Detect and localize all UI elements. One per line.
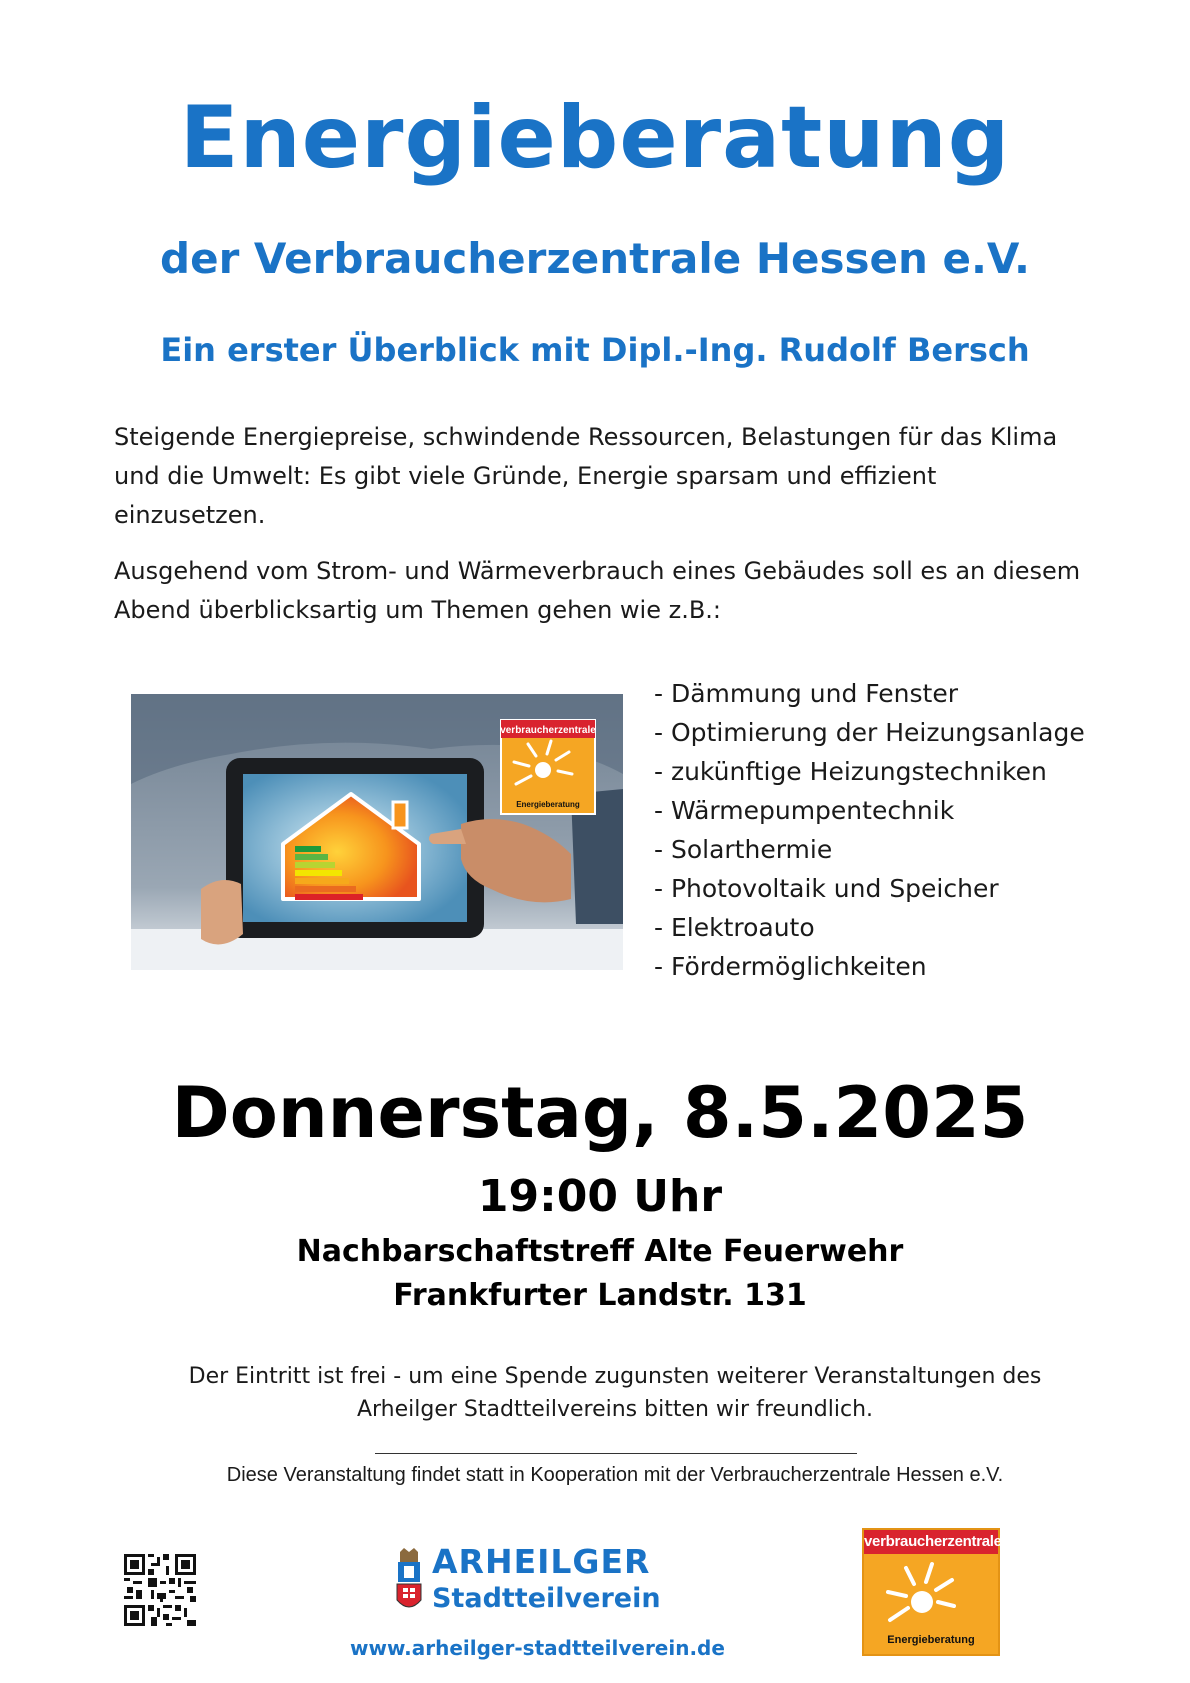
club-website-link[interactable]: www.arheilger-stadtteilverein.de xyxy=(350,1636,725,1660)
intro-paragraph-1: Steigende Energiepreise, schwindende Ressourcen, Belastungen für das Klima und die Umwelt: Es gibt viele Gründe, Energie sparsam und effizient einzusetzen. xyxy=(114,423,1058,529)
topic-list xyxy=(654,674,1085,986)
admission-note-line-2: Arheilger Stadtteilvereins bitten wir freundlich. xyxy=(356,1397,874,1422)
crest-graphic xyxy=(394,1548,424,1614)
topic-item: - Optimierung der Heizungsanlage xyxy=(654,718,1085,747)
verbraucherzentrale-logo xyxy=(862,1528,1000,1656)
topic-item: - Elektroauto xyxy=(654,913,815,942)
page-subtitle: der Verbraucherzentrale Hessen e.V. xyxy=(160,234,1030,283)
vz-badge-small xyxy=(500,720,596,814)
badge-top-text: verbraucherzentrale xyxy=(500,725,596,736)
page-title: Energieberatung xyxy=(179,88,1011,188)
intro-paragraph-2: Ausgehend vom Strom- und Wärmeverbrauch eines Gebäudes soll es an diesem Abend überblicksartig um Themen gehen wie z.B.: xyxy=(114,557,1081,624)
badge-bottom-text: Energieberatung xyxy=(516,800,580,809)
page-tagline: Ein erster Überblick mit Dipl.-Ing. Rudolf Bersch xyxy=(160,331,1030,369)
arheilgen-crest-icon xyxy=(394,1548,424,1614)
vz-logo-top-text: verbraucherzentrale xyxy=(864,1530,998,1554)
topic-item: - Dämmung und Fenster xyxy=(654,679,958,708)
topic-item: - Fördermöglichkeiten xyxy=(654,952,927,981)
qr-code-icon[interactable] xyxy=(124,1554,196,1626)
vz-logo-bottom-text: Energieberatung xyxy=(887,1634,975,1646)
admission-note-line-1: Der Eintritt ist frei - um eine Spende zugunsten weiterer Veranstaltungen des xyxy=(188,1364,1042,1389)
sun-icon xyxy=(886,1560,956,1630)
club-name-subline: Stadtteilverein xyxy=(432,1583,661,1614)
tablet-house-photo xyxy=(131,694,623,970)
topic-item: - Solarthermie xyxy=(654,835,833,864)
topic-item: - Wärmepumpentechnik xyxy=(654,796,955,825)
qr-code-graphic xyxy=(124,1554,196,1626)
topic-item: - Photovoltaik und Speicher xyxy=(654,874,999,903)
cooperation-note: Diese Veranstaltung findet statt in Kooperation mit der Verbraucherzentrale Hessen e.V. xyxy=(226,1464,1004,1486)
event-time: 19:00 Uhr xyxy=(477,1171,723,1222)
event-date: Donnerstag, 8.5.2025 xyxy=(171,1072,1029,1154)
topic-item: - zukünftige Heizungstechniken xyxy=(654,757,1047,786)
tablet-house-illustration xyxy=(131,694,623,970)
club-name: ARHEILGER xyxy=(432,1542,651,1581)
venue-address: Frankfurter Landstr. 131 xyxy=(393,1278,807,1313)
divider xyxy=(375,1453,857,1454)
venue-name: Nachbarschaftstreff Alte Feuerwehr xyxy=(296,1234,904,1269)
